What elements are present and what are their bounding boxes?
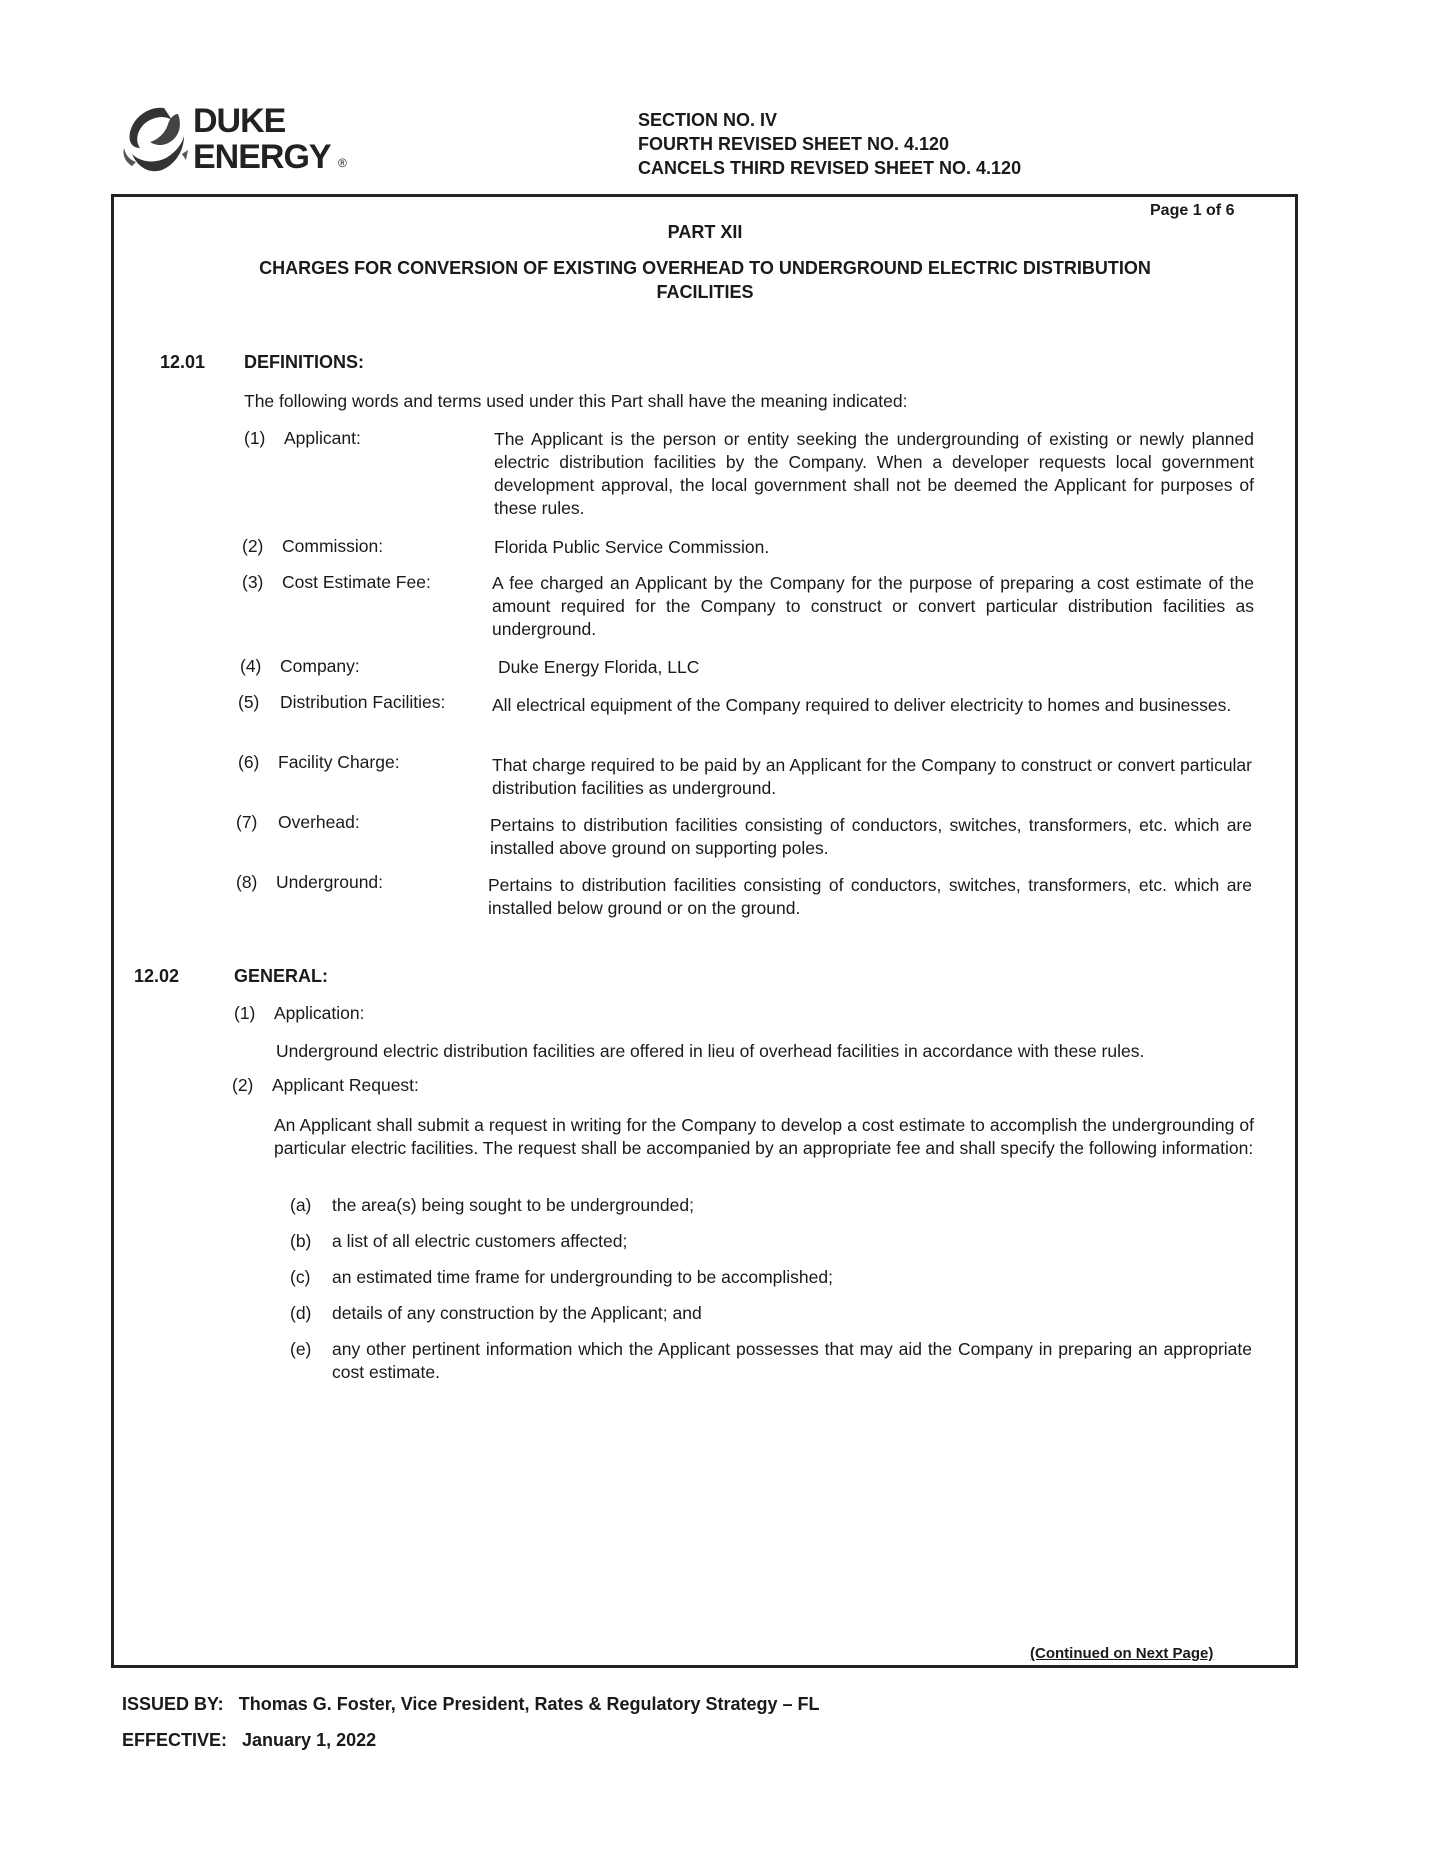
section-title-general: GENERAL: <box>234 966 328 986</box>
frame-border-right <box>1295 194 1298 1668</box>
section-number-12-01: 12.01 <box>160 352 206 372</box>
issued-by-value: Thomas G. Foster, Vice President, Rates & Regulatory Strategy – FL <box>238 1694 820 1714</box>
definition-number: (7) <box>236 812 258 832</box>
logo-word-duke: DUKE <box>193 102 286 140</box>
part-heading: PART XII <box>667 222 743 242</box>
sheet-number: FOURTH REVISED SHEET NO. 4.120 <box>638 134 950 154</box>
effective-value: January 1, 2022 <box>242 1730 377 1750</box>
definition-term: Cost Estimate Fee: <box>282 572 431 592</box>
definition-number: (6) <box>238 752 260 772</box>
general-item-text: Underground electric distribution facilities are offered in lieu of overhead facilities in accordance with these rules. <box>276 1041 1145 1061</box>
definition-text: That charge required to be paid by an Applicant for the Company to construct or convert particular distribution facilities as underground. <box>492 755 1252 798</box>
subitem-text: any other pertinent information which the Applicant possesses that may aid the Company in preparing an appropriate cost estimate. <box>332 1339 1252 1382</box>
subitem-text: an estimated time frame for undergrounding to be accomplished; <box>332 1267 833 1287</box>
chapter-title-line1: CHARGES FOR CONVERSION OF EXISTING OVERHEAD TO UNDERGROUND ELECTRIC DISTRIBUTION <box>259 258 1151 278</box>
definition-number: (5) <box>238 692 260 712</box>
logo-word-energy: ENERGY <box>193 138 331 176</box>
effective-label: EFFECTIVE: <box>122 1730 228 1750</box>
subitem-letter: (d) <box>290 1303 312 1323</box>
subitem-text: a list of all electric customers affected; <box>332 1231 628 1251</box>
definition-term: Applicant: <box>284 428 361 448</box>
section-number: SECTION NO. IV <box>638 110 778 130</box>
definition-text: All electrical equipment of the Company required to deliver electricity to homes and businesses. <box>492 695 1232 715</box>
page-number: Page 1 of 6 <box>1150 202 1235 219</box>
continued-notice: (Continued on Next Page) <box>1030 1645 1214 1662</box>
section-title-definitions: DEFINITIONS: <box>244 352 364 372</box>
issued-by <box>122 1694 820 1715</box>
subitem-letter: (c) <box>290 1267 311 1287</box>
duke-energy-swirl-logo-icon <box>120 102 190 182</box>
issued-by-label: ISSUED BY: <box>122 1694 224 1714</box>
frame-border-top <box>111 194 1298 197</box>
general-item-text: An Applicant shall submit a request in writing for the Company to develop a cost estimate to accomplish the undergrounding of particular electric facilities. The request shall be accompanied by an appropriate fee and shall specify the following information: <box>274 1115 1254 1158</box>
registered-mark: ® <box>338 156 347 170</box>
definition-text: Florida Public Service Commission. <box>494 537 770 557</box>
company-logo <box>120 102 380 186</box>
definition-text: A fee charged an Applicant by the Company for the purpose of preparing a cost estimate of the amount required for the Company to construct or convert particular distribution facilities as underground. <box>492 573 1254 639</box>
definition-term: Commission: <box>282 536 384 556</box>
subitem-text: the area(s) being sought to be undergrounded; <box>332 1195 694 1215</box>
definition-number: (4) <box>240 656 262 676</box>
subitem-letter: (a) <box>290 1195 312 1215</box>
subitem-text: details of any construction by the Applicant; and <box>332 1303 702 1323</box>
definition-term: Distribution Facilities: <box>280 692 446 712</box>
definition-text: The Applicant is the person or entity seeking the undergrounding of existing or newly planned electric distribution facilities by the Company. When a developer requests local government development approval, the local government shall not be deemed the Applicant for purposes of these rules. <box>494 429 1254 518</box>
definition-text: Pertains to distribution facilities consisting of conductors, switches, transformers, etc. which are installed below ground or on the ground. <box>488 875 1252 918</box>
definition-number: (1) <box>244 428 266 448</box>
section-number-12-02: 12.02 <box>134 966 180 986</box>
general-item-number: (1) <box>234 1003 256 1023</box>
general-item-label: Applicant Request: <box>272 1075 419 1095</box>
general-item-number: (2) <box>232 1075 254 1095</box>
definition-term: Company: <box>280 656 360 676</box>
definition-term: Overhead: <box>278 812 360 832</box>
frame-border-bottom <box>111 1665 1298 1668</box>
subitem-letter: (e) <box>290 1339 312 1359</box>
subitem-letter: (b) <box>290 1231 312 1251</box>
definition-term: Underground: <box>276 872 384 892</box>
cancels-sheet: CANCELS THIRD REVISED SHEET NO. 4.120 <box>638 158 1022 178</box>
chapter-title <box>190 256 1220 304</box>
definition-number: (3) <box>242 572 264 592</box>
definitions-intro: The following words and terms used under this Part shall have the meaning indicated: <box>244 391 908 411</box>
definition-number: (2) <box>242 536 264 556</box>
chapter-title-line2: FACILITIES <box>656 282 754 302</box>
definition-text: Pertains to distribution facilities consisting of conductors, switches, transformers, etc. which are installed above ground on supporting poles. <box>490 815 1252 858</box>
general-item-label: Application: <box>274 1003 365 1023</box>
definition-text: Duke Energy Florida, LLC <box>498 657 700 677</box>
effective-date <box>122 1730 376 1751</box>
definition-number: (8) <box>236 872 258 892</box>
frame-border-left <box>111 194 114 1668</box>
definition-term: Facility Charge: <box>278 752 400 772</box>
